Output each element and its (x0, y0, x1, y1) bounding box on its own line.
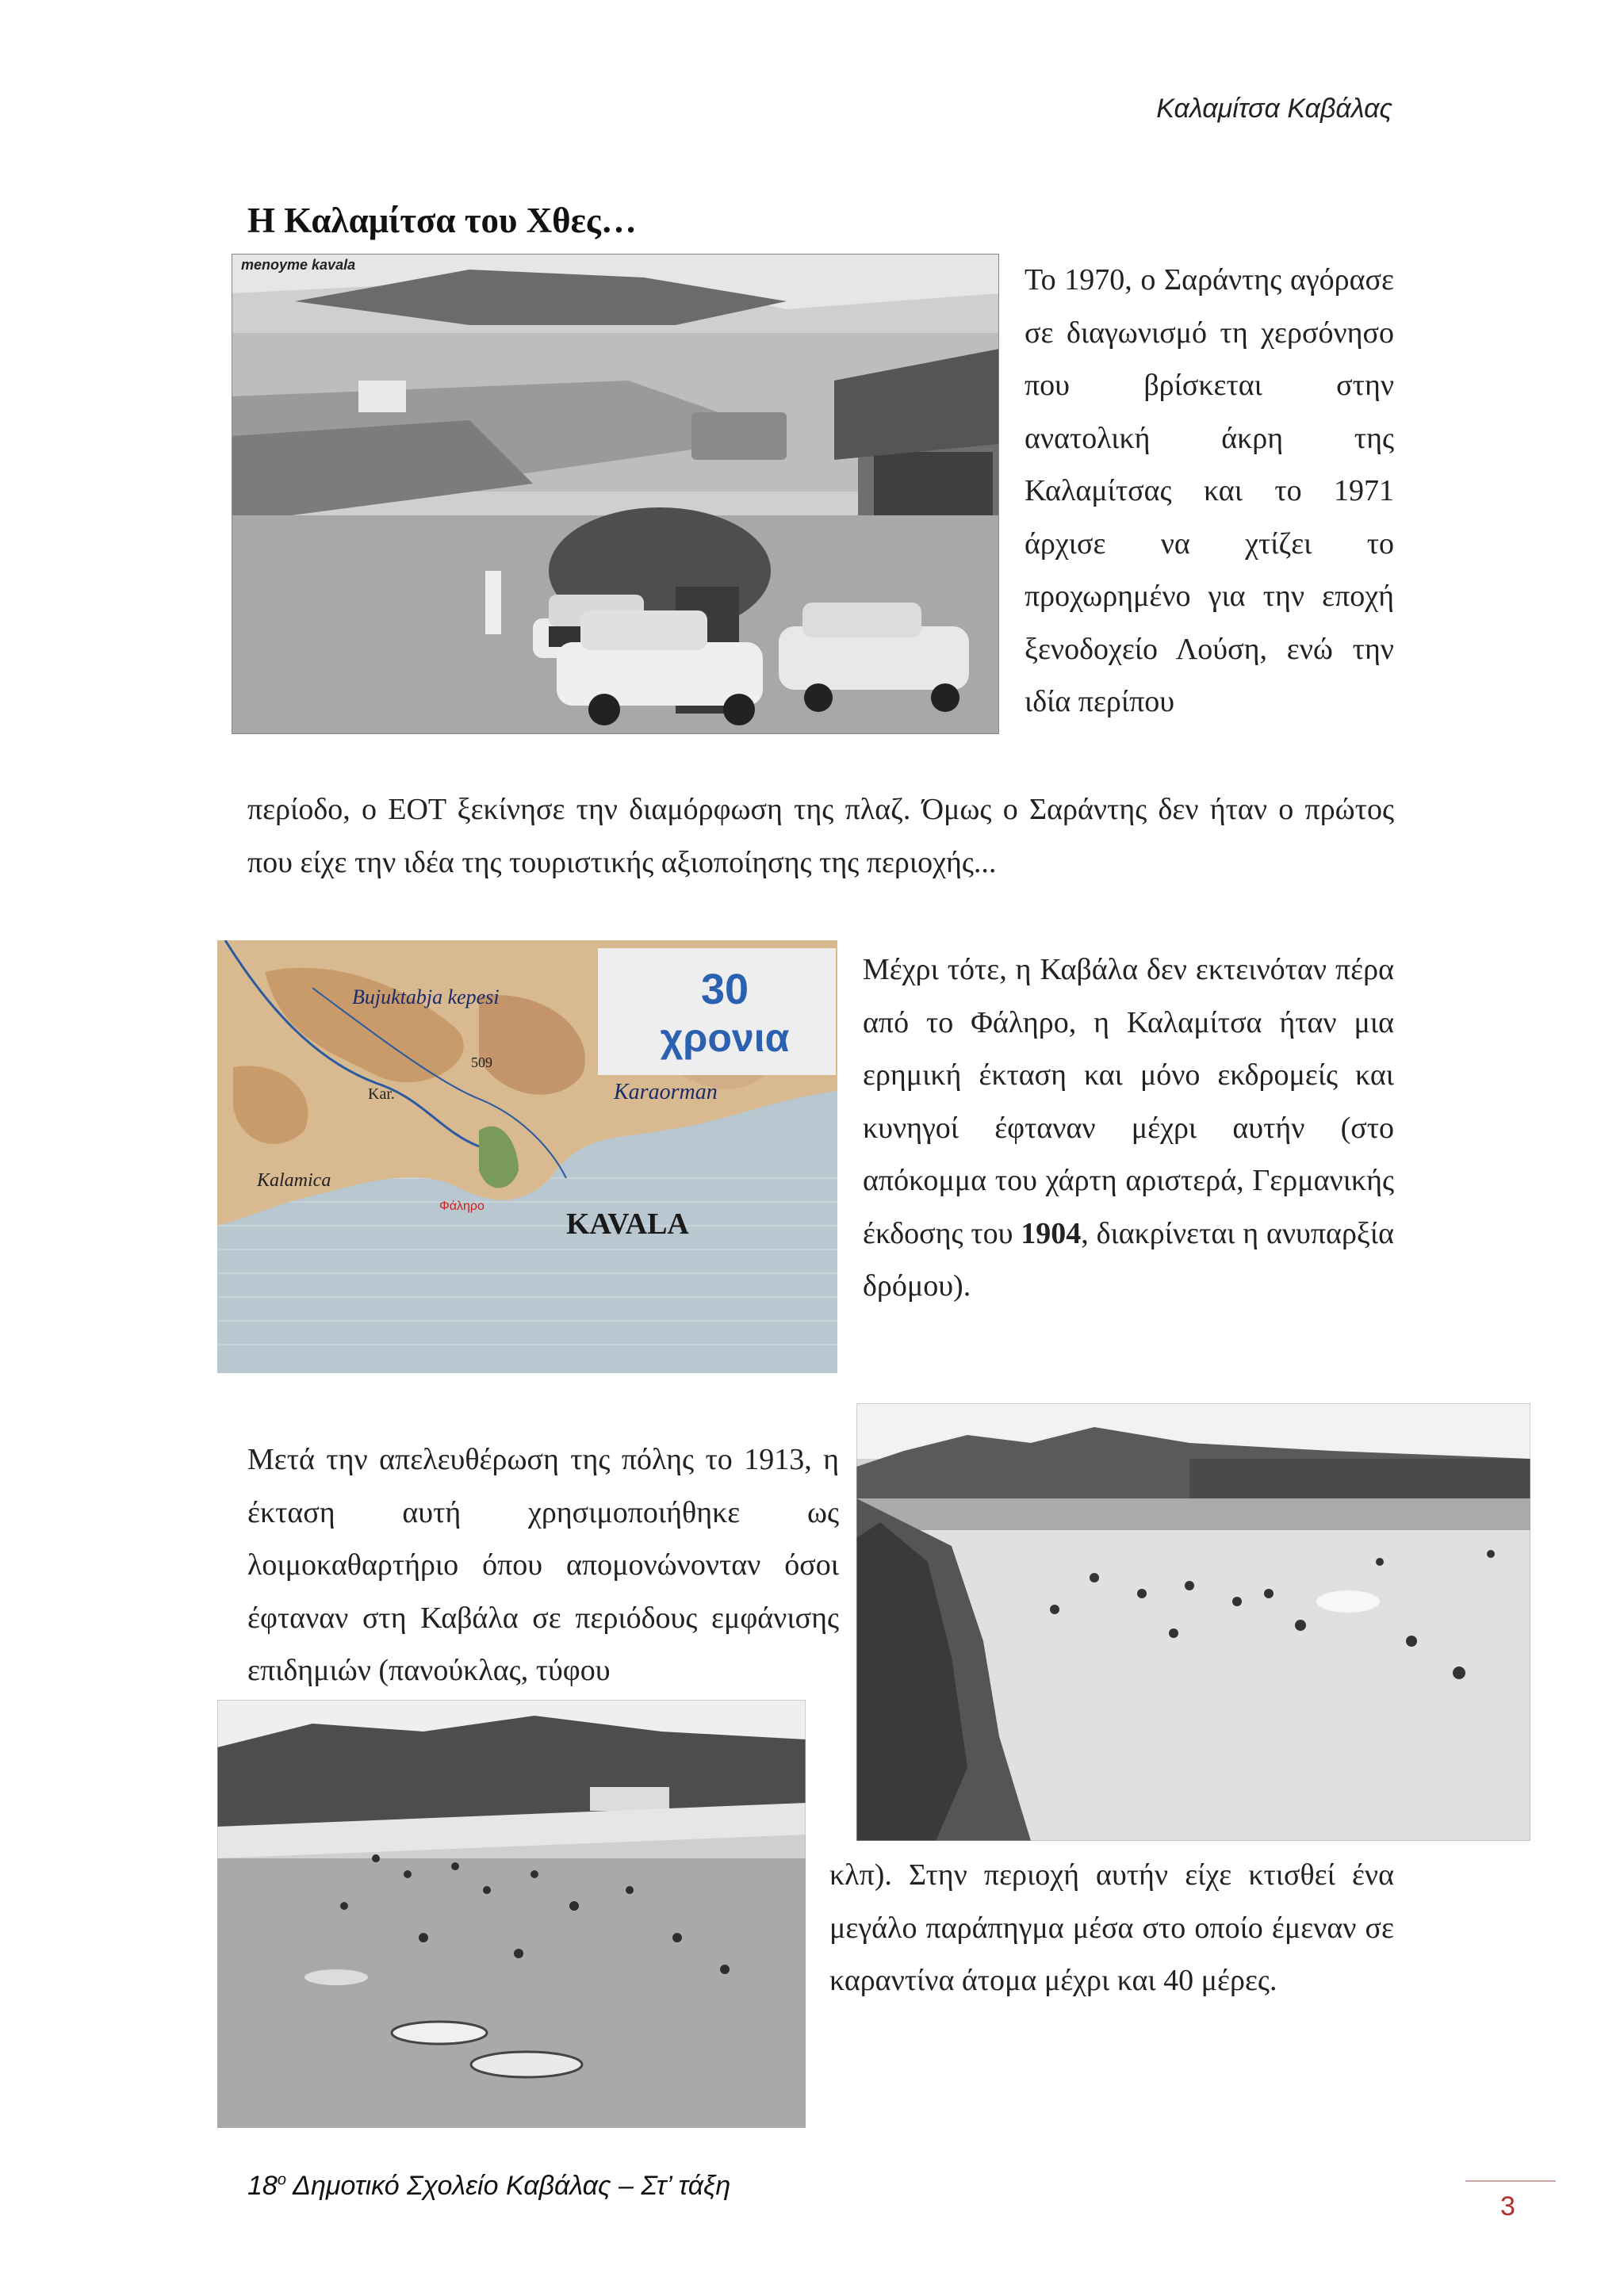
map-label-kavala: KAVALA (566, 1207, 689, 1241)
map-kavala-1904 (217, 940, 837, 1373)
paragraph-saranti-1970: Το 1970, ο Σαράντης αγόρασε σε διαγωνισμό τη χερσόνησο που βρίσκεται στην ανατολική άκρη της Καλαμίτσας και το 1971 άρχισε να χτίζει το προχωρημένο για την εποχή ξενοδοχείο Λούση, ενώ την ιδία περίπου (1025, 263, 1394, 718)
footer-num: 18 (247, 2171, 278, 2201)
page-number: 3 (1500, 2191, 1515, 2221)
paragraph-before-expansion (863, 943, 1394, 1313)
map-label-kar: Kar. (368, 1085, 395, 1103)
paragraph-text-part2: , διακρίνεται η ανυπαρξία δρόμου). (863, 1216, 1394, 1303)
photo-old-kalamitsa-cars (232, 254, 999, 734)
photo-beach-umbrellas (856, 1403, 1530, 1841)
photo-watermark: menoyme kavala (241, 257, 356, 273)
map-label-faliro: Φάληρο (439, 1200, 485, 1213)
page-number-rule (1465, 2180, 1556, 2182)
paragraph-quarantine-1913: Μετά την απελευθέρωση της πόλης το 1913, η έκταση αυτή χρησιμοποιήθηκε ως λοιμοκαθαρτήριο όπου απομονώνονταν όσοι έφταναν στη Καβάλα σε περιόδους εμφάνισης επιδημιών (πανούκλας, τύφου (247, 1443, 839, 1687)
paragraph-barracks: κλπ). Στην περιοχή αυτήν είχε κτισθεί ένα μεγάλο παράπηγμα μέσα στο οποίο έμεναν σε καραντίνα άτομα μέχρι και 40 μέρες. (829, 1858, 1394, 1997)
map-badge-number: 30 (700, 966, 749, 1013)
map-label-karaorman: Karaorman (614, 1080, 718, 1104)
map-badge-word: χρονια (660, 1016, 790, 1060)
photo-beach-boats (217, 1700, 806, 2128)
map-label-bujuk: Bujuktabja kepesi (352, 985, 500, 1008)
map-label-kalamica: Kalamica (257, 1170, 331, 1191)
footer-sup: ο (277, 2171, 286, 2189)
footer-school (247, 2171, 730, 2202)
year-1904: 1904 (1021, 1216, 1082, 1250)
footer-rest: Δημοτικό Σχολείο Καβάλας – Στ’ τάξη (285, 2171, 731, 2201)
paragraph-eot: περίοδο, ο ΕΟΤ ξεκίνησε την διαμόρφωση της πλαζ. Όμως ο Σαράντης δεν ήταν ο πρώτος που είχε την ιδέα της τουριστικής αξιοποίησης της περιοχής... (247, 793, 1394, 879)
map-label-height: 509 (471, 1054, 492, 1070)
paragraph-text-part1: Μέχρι τότε, η Καβάλα δεν εκτεινόταν πέρα από το Φάληρο, η Καλαμίτσα ήταν μια ερημική έκταση και μόνο εκδρομείς και κυνηγοί έφταναν μέχρι αυτήν (στο απόκομμα του χάρτη αριστερά, Γερμανικής έκδοσης του (863, 953, 1394, 1250)
section-title: Η Καλαμίτσα του Χθες… (247, 201, 637, 240)
running-header: Καλαμίτσα Καβάλας (1156, 94, 1392, 124)
